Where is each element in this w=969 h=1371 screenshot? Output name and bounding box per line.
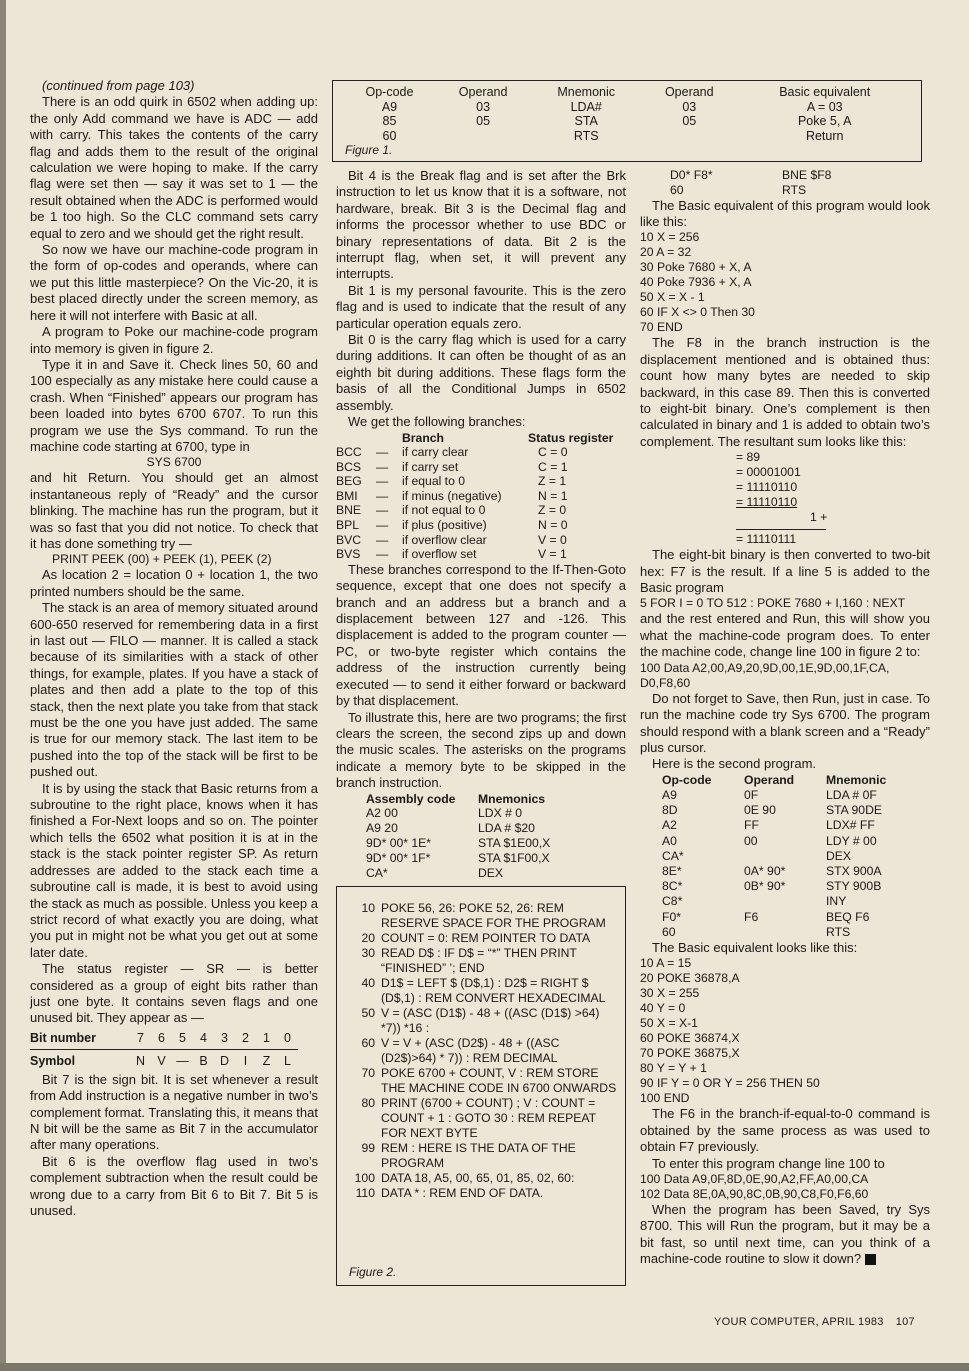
status-header: Status register — [528, 430, 614, 445]
figure-2-caption: Figure 2. — [349, 1265, 397, 1279]
paragraph: A program to Poke our machine-code program into memory is given in figure 2. — [30, 324, 318, 356]
asm-code: CA* — [366, 865, 388, 880]
cell: F6 — [744, 909, 759, 924]
asm-mnemonic: DEX — [478, 865, 504, 880]
paragraph: Bit 7 is the sign bit. It is set whenever a result from Add instruction is a negative number in two’s complement format. Translating this, it means that N bit will be the same as Bit 7 in the accumulator after many operations. — [30, 1071, 318, 1153]
cell: LDX# FF — [826, 818, 875, 833]
branch-header: Branch — [402, 430, 444, 445]
print-command: PRINT PEEK (00) + PEEK (1), PEEK (2) — [52, 552, 272, 567]
line-number: 60 — [361, 1036, 375, 1050]
paragraph: The Basic equivalent of this program would look like this: — [640, 197, 930, 229]
column-2 — [336, 168, 626, 880]
assembly-header: Assembly code — [366, 791, 456, 806]
line-number: 80 — [361, 1096, 375, 1110]
asm-code: A2 00 — [366, 806, 398, 821]
basic-line: 40 Poke 7936 + X, A — [640, 275, 752, 290]
cell: Poke 5, A — [797, 114, 852, 129]
line-text: POKE 56, 26: POKE 52, 26: REM RESERVE SPACE FOR THE PROGRAM — [381, 901, 606, 930]
table-row — [343, 129, 913, 144]
asm-mnemonic: STA $1E00,X — [478, 835, 551, 850]
dash: — — [376, 503, 389, 518]
cell: 8C* — [662, 879, 683, 894]
figure-1 — [332, 80, 922, 162]
asm-mnemonic: RTS — [782, 182, 807, 197]
line-text: D1$ = LEFT $ (D$,1) : D2$ = RIGHT $ (D$,1) : REM CONVERT HEXADECIMAL — [381, 976, 606, 1005]
table-row — [662, 849, 886, 864]
branch-code: BCS — [336, 459, 362, 474]
cell: STA 90DE — [826, 803, 882, 818]
figure-1-table — [343, 85, 913, 143]
branch-desc: if plus (positive) — [402, 518, 487, 533]
basic-line: 30 X = 255 — [640, 986, 700, 1001]
table-row — [343, 114, 913, 129]
column-3 — [640, 168, 930, 1268]
branch-status: V = 1 — [538, 547, 567, 562]
basic-line: 60 POKE 36874,X — [640, 1031, 740, 1046]
bit-cell: 1 — [263, 1030, 270, 1045]
cell: RTS — [826, 924, 851, 939]
dash: — — [376, 488, 389, 503]
asm-mnemonic: LDX # 0 — [478, 806, 523, 821]
branch-desc: if overflow clear — [402, 532, 487, 547]
dash: — — [376, 445, 389, 460]
line-text: REM : HERE IS THE DATA OF THE PROGRAM — [381, 1141, 576, 1170]
header-cell: Op-code — [662, 772, 712, 787]
table-row — [662, 803, 886, 818]
table-row — [670, 168, 831, 183]
line-number: 40 — [361, 976, 375, 990]
header-cell: Mnemonic — [826, 772, 887, 787]
header-cell: Operand — [664, 85, 714, 99]
bit-cell: 4 — [200, 1030, 207, 1045]
cell: LDA# — [570, 99, 602, 114]
cell: A0 — [662, 833, 677, 848]
paragraph: To enter this program change line 100 to — [652, 1155, 885, 1171]
branch-status: Z = 1 — [538, 474, 567, 489]
table-row — [336, 503, 626, 518]
bit-cell: 7 — [137, 1030, 144, 1045]
cell — [744, 849, 826, 864]
sys-command: SYS 6700 — [146, 455, 202, 470]
cell: 0A* 90* — [744, 863, 786, 878]
code-line — [341, 1171, 617, 1186]
symbol-cell: V — [151, 1049, 172, 1072]
branch-code: BVS — [336, 547, 361, 562]
cell: LDY # 00 — [826, 833, 877, 848]
table-row — [336, 518, 626, 533]
table-row — [366, 836, 550, 851]
cell: STX 900A — [826, 863, 882, 878]
magazine-footer: YOUR COMPUTER, APRIL 1983 — [714, 1316, 884, 1328]
header-cell: Mnemonic — [557, 85, 616, 99]
second-program-table — [662, 773, 886, 940]
table-row — [366, 866, 550, 881]
line-text: DATA * : REM END OF DATA. — [381, 1186, 544, 1200]
line-number: 30 — [361, 946, 375, 960]
paragraph: Bit 4 is the Break flag and is set after the Brk instruction to let us know that it is a software, not hardware, break. Bit 3 is the Decimal flag and informs the processor whether to use BDC or binary representations of data. Bit 2 is the interrupt flag, when set, it will prevent any interrupts. — [336, 168, 626, 282]
calc-line: = 11110110 — [736, 480, 798, 495]
branch-code: BNE — [336, 503, 362, 518]
page-edge — [0, 0, 6, 1371]
code-line — [341, 1036, 617, 1066]
code-line — [341, 1006, 617, 1036]
line-text: COUNT = 0: REM POINTER TO DATA — [381, 931, 591, 945]
cell: 8E* — [662, 863, 682, 878]
paragraph: So now we have our machine-code program in the form of op-codes and operands, where can we put this little masterpiece? On the Vic-20, it is best placed directly under the screen memory, as here it will not interfere with Basic at all. — [30, 242, 318, 323]
cell: Return — [805, 128, 844, 143]
basic-line: 5 FOR I = 0 TO 512 : POKE 7680 + I,160 : NEXT — [640, 596, 906, 611]
paragraph: As location 2 = location 0 + location 1, the two printed numbers should be the same. — [30, 567, 318, 599]
table-row — [662, 925, 886, 940]
bit-cell: 5 — [179, 1030, 186, 1045]
cell: LDA # 0F — [826, 787, 877, 802]
table-row — [662, 788, 886, 803]
bit-cell: 0 — [284, 1030, 291, 1045]
table-row — [336, 474, 626, 489]
basic-line: 50 X = X-1 — [640, 1016, 698, 1031]
basic-line: 10 X = 256 — [640, 230, 700, 245]
branch-status: N = 0 — [538, 518, 568, 533]
code-line — [341, 901, 617, 931]
calc-line: = 89 — [736, 450, 761, 465]
cell: 85 — [382, 114, 397, 129]
line-text: POKE 6700 + COUNT, V : REM STORE THE MACHINE CODE IN 6700 ONWARDS — [381, 1066, 617, 1095]
basic-line: 50 X = X - 1 — [640, 290, 705, 305]
basic-line: 60 IF X <> 0 Then 30 — [640, 305, 755, 320]
basic-line: 70 END — [640, 320, 683, 335]
basic-line: 20 A = 32 — [640, 245, 692, 260]
branch-code: BVC — [336, 532, 362, 547]
calc-line: 1 + — [810, 510, 828, 525]
basic-line: 80 Y = Y + 1 — [640, 1061, 707, 1076]
basic-line: 100 END — [640, 1091, 690, 1106]
paragraph: It is by using the stack that Basic returns from a subroutine to the right place, knows when it has finished a For-Next loops and so on. The pointer which tells the 6502 what position it is at in the stack is the stack pointer register SP. As return addresses are added to the stack each time a subroutine call is made, it is best to avoid using the stack as much as possible. Unless you keep a strict record of what exactly you are doing, what you put in might not be what you get out at some later date. — [30, 780, 318, 960]
symbol-cell: D — [214, 1049, 235, 1072]
end-mark-icon — [865, 1254, 876, 1265]
cell — [744, 925, 826, 940]
header-cell: Operand — [458, 85, 508, 99]
symbol-cell: — — [172, 1049, 193, 1072]
line-number: 50 — [361, 1006, 375, 1020]
paragraph: and the rest entered and Run, this will show you what the machine-code program does. To enter the machine code, change line 100 in figure 2 to: — [640, 611, 930, 660]
binary-calculation — [640, 450, 930, 547]
cell: 60 — [382, 128, 397, 143]
cell: F0* — [662, 909, 681, 924]
cell: STY 900B — [826, 879, 882, 894]
symbol-cell: Z — [256, 1049, 277, 1072]
table-row — [366, 821, 550, 836]
line-text: V = (ASC (D1$) - 48 + ((ASC (D1$) >64) *7)) *16 : — [381, 1006, 600, 1035]
cell: 03 — [476, 99, 491, 114]
branch-status: Z = 0 — [538, 503, 567, 518]
paragraph: The F6 in the branch-if-equal-to-0 command is obtained by the same process as was used to obtain F7 previously. — [640, 1106, 930, 1155]
cell: A = 03 — [806, 99, 843, 114]
cell: 03 — [682, 99, 697, 114]
branch-table — [336, 431, 626, 562]
symbol-cell: N — [130, 1049, 151, 1072]
cell: FF — [744, 818, 759, 833]
cell: BEQ F6 — [826, 909, 870, 924]
asm-mnemonic: BNE $F8 — [782, 168, 832, 182]
figure-1-caption: Figure 1. — [345, 143, 393, 157]
branch-code: BCC — [336, 445, 362, 460]
cell: RTS — [573, 128, 599, 143]
line-text: V = V + (ASC (D2$) - 48 + ((ASC (D2$)>64) * 7)) : REM DECIMAL — [381, 1036, 560, 1065]
table-row — [662, 879, 886, 894]
branch-desc: if equal to 0 — [402, 474, 466, 489]
line-number: 20 — [361, 931, 375, 945]
basic-line: 30 Poke 7680 + X, A — [640, 260, 752, 275]
branch-code: BMI — [336, 488, 358, 503]
paragraph: The status register — SR — is better considered as a group of eight bits rather than just one byte. It contains seven flags and one unused bit. They appear as — — [30, 961, 318, 1026]
code-line — [341, 1096, 617, 1141]
branch-code: BEG — [336, 474, 362, 489]
cell: 05 — [476, 114, 491, 129]
bit-cell: 6 — [158, 1030, 165, 1045]
branch-status: C = 0 — [538, 445, 568, 460]
cell: 05 — [682, 114, 697, 129]
table-row — [336, 489, 626, 504]
cell: A9 — [662, 787, 677, 802]
closing-text: When the program has been Saved, try Sys 8700. This will Run the program, but it may be a bit fast, so until next time, can you think of a machine-code routine to slow it down? — [640, 1201, 930, 1267]
cell: STA — [574, 114, 598, 129]
paragraph: Bit 1 is my personal favourite. This is the zero flag and is used to indicate that the result of any particular operation equals zero. — [336, 282, 626, 331]
cell — [436, 129, 530, 144]
mnemonics-header: Mnemonics — [478, 791, 546, 806]
table-row — [366, 851, 550, 866]
page-bottom-edge — [0, 1363, 969, 1371]
table-row — [366, 806, 550, 821]
code-line — [341, 1141, 617, 1171]
paragraph: These branches correspond to the If-Then-Goto sequence, except that one does not specify a branch and an address but a branch and a displacement between 127 and -126. This displacement is added to the program counter — PC, or two-byte register which contains the address of the instruction currently being executed — to send it either forward or backward by that displacement. — [336, 561, 626, 709]
symbol-cell: B — [193, 1049, 214, 1072]
paragraph: We get the following branches: — [348, 414, 526, 430]
dash: — — [376, 532, 389, 547]
line-text: PRINT (6700 + COUNT) ; V : COUNT = COUNT + 1 : GOTO 30 : REM REPEAT FOR NEXT BYTE — [381, 1096, 596, 1140]
header-cell: Op-code — [365, 85, 414, 99]
cell: A2 — [662, 818, 677, 833]
cell: 0F — [744, 787, 759, 802]
cell: C8* — [662, 894, 683, 909]
basic-line: 10 A = 15 — [640, 956, 692, 971]
paragraph: The eight-bit binary is then converted to two-bit hex: F7 is the result. If a line 5 is added to the Basic program — [640, 547, 930, 596]
bit-cell: 2 — [242, 1030, 249, 1045]
symbol-label: Symbol — [30, 1049, 130, 1072]
paragraph: Bit 0 is the carry flag which is used for a carry during additions. It can often be thought of as an eighth bit during additions. These flags form the basis of all the Conditional Jumps in 6502 assembly. — [336, 332, 626, 413]
cell — [642, 129, 736, 144]
cell: 00 — [744, 833, 758, 848]
symbol-cell: L — [277, 1049, 298, 1072]
code-line — [341, 1186, 617, 1201]
line-number: 99 — [361, 1141, 375, 1155]
asm-mnemonic: LDA # $20 — [478, 821, 535, 836]
cell: DEX — [826, 848, 852, 863]
code-line — [341, 976, 617, 1006]
paragraph: The F8 in the branch instruction is the displacement mentioned and is obtained thus: count how many bytes are needed to skip backward, in this case 89. Then this is converted to eight-bit binary. One’s complement is then calculated in binary and 1 is added to obtain two’s complement. The resultant sum looks like this: — [640, 335, 930, 449]
asm-code: 60 — [670, 182, 684, 197]
calc-line: = 00001001 — [736, 465, 801, 480]
dash: — — [376, 518, 389, 533]
line-text: DATA 18, A5, 00, 65, 01, 85, 02, 60: — [381, 1171, 575, 1185]
basic-line: 70 POKE 36875,X — [640, 1046, 740, 1061]
bit-number-label: Bit number — [30, 1030, 96, 1045]
table-row — [662, 818, 886, 833]
asm-code: D0* F8* — [670, 168, 713, 182]
calc-line: = 11110110 — [736, 495, 798, 510]
line-number: 110 — [355, 1186, 375, 1200]
cell: CA* — [662, 848, 684, 863]
program-end-table — [670, 168, 831, 198]
asm-code: A9 20 — [366, 821, 398, 836]
dash: — — [376, 547, 389, 562]
line-number: 100 — [354, 1171, 375, 1185]
asm-mnemonic: STA $1F00,X — [478, 850, 550, 865]
cell: 8D — [662, 803, 678, 818]
table-row — [662, 834, 886, 849]
data-line: 100 Data A2,00,A9,20,9D,00,1E,9D,00,1F,CA, D0,F8,60 — [640, 660, 890, 690]
paragraph: The Basic equivalent looks like this: — [652, 939, 858, 955]
paragraph: The stack is an area of memory situated around 600-650 reserved for remembering data in a first in last out — FILO — manner. It is called a stack because of its similarities with a stack of other things, for example, plates. If you have a stack of plates and then add a plate to the top of this stack, then the next plate you take from that stack must be the one you have just added. The same is true for our memory stack. The last item to be pushed into the top of the stack will be first to be pushed out. — [30, 600, 318, 780]
page-footer — [714, 1316, 915, 1328]
paragraph: There is an odd quirk in 6502 when adding up: the only Add command we have is ADC — add with carry. This takes the contents of the carry flag and adds them to the result of the original calculation we were hoping to make. If the carry flag were set then — say it was set to 1 — the result obtained when the ADC is performed would be 1 too high. So the CLC command sets carry equal to zero and we should get the right result. — [30, 94, 318, 241]
data-line: 100 Data A9,0F,8D,0E,90,A2,FF,A0,00,CA — [640, 1171, 869, 1186]
asm-code: 9D* 00* 1E* — [366, 835, 432, 850]
status-register-table — [30, 1027, 298, 1072]
branch-desc: if carry clear — [402, 445, 469, 460]
data-line: 102 Data 8E,0A,90,8C,0B,90,C8,F0,F6,60 — [640, 1186, 869, 1201]
branch-status: N = 1 — [538, 488, 568, 503]
paragraph: Bit 6 is the overflow flag used in two’s complement subtraction when the result could be wrong due to a carry from Bit 6 to Bit 7. Bit 5 is unused. — [30, 1153, 318, 1218]
table-row — [662, 894, 886, 909]
paragraph: Here is the second program. — [652, 756, 817, 772]
cell — [744, 894, 826, 909]
dash: — — [376, 474, 389, 489]
line-number: 70 — [361, 1066, 375, 1080]
paragraph — [640, 1202, 930, 1268]
code-line — [341, 931, 617, 946]
paragraph: To illustrate this, here are two programs; the first clears the screen, the second zips up and down the music scales. The asterisks on the programs indicate a memory byte to be skipped in the branch instruction. — [336, 709, 626, 791]
assembly-table — [366, 792, 550, 881]
basic-line: 40 Y = 0 — [640, 1001, 686, 1016]
symbol-cell: I — [235, 1049, 256, 1072]
line-text: READ D$ : IF D$ = “*” THEN PRINT “FINISHED” ’; END — [381, 946, 577, 975]
bit-cell: 3 — [221, 1030, 228, 1045]
table-row — [670, 183, 831, 198]
basic-line: 20 POKE 36878,A — [640, 971, 740, 986]
table-row — [336, 547, 626, 562]
cell: A9 — [381, 99, 398, 114]
paragraph: and hit Return. You should get an almost instantaneous reply of “Ready” and the cursor blinking. The machine has run the program, but it was so fast that you did not notice. To check that it has done something try — — [30, 470, 318, 551]
continued-note: (continued from page 103) — [42, 78, 195, 93]
table-row — [336, 445, 626, 460]
calc-line: = 11110111 — [736, 529, 826, 547]
basic-line: 90 IF Y = 0 OR Y = 256 THEN 50 — [640, 1076, 820, 1091]
branch-desc: if minus (negative) — [402, 488, 502, 503]
table-row — [343, 100, 913, 115]
cell: 0B* 90* — [744, 879, 786, 894]
branch-desc: if not equal to 0 — [402, 503, 486, 518]
column-1 — [30, 78, 318, 1219]
code-line — [341, 946, 617, 976]
header-cell: Basic equivalent — [779, 85, 871, 99]
branch-status: C = 1 — [538, 459, 568, 474]
asm-code: 9D* 00* 1F* — [366, 850, 431, 865]
cell: INY — [826, 894, 847, 909]
branch-code: BPL — [336, 518, 360, 533]
branch-status: V = 0 — [538, 532, 567, 547]
page-number: 107 — [895, 1316, 915, 1328]
branch-desc: if overflow set — [402, 547, 477, 562]
header-cell: Operand — [744, 772, 795, 787]
cell: 0E 90 — [744, 803, 776, 818]
cell: 60 — [662, 924, 676, 939]
table-row — [336, 533, 626, 548]
table-row — [662, 910, 886, 925]
table-row — [662, 864, 886, 879]
branch-desc: if carry set — [402, 459, 459, 474]
table-row — [336, 460, 626, 475]
line-number: 10 — [361, 901, 375, 915]
dash: — — [376, 459, 389, 474]
paragraph: Type it in and Save it. Check lines 50, 60 and 100 especially as any mistake here could cause a crash. When “Finished” appears our program has been loaded into bytes 6700 6707. To run this program we use the Sys command. To run the machine code starting at 6700, type in — [30, 356, 318, 454]
paragraph: Do not forget to Save, then Run, just in case. To run the machine code try Sys 6700. The program should respond with a blank screen and a “Ready” plus cursor. — [640, 690, 930, 755]
code-line — [341, 1066, 617, 1096]
figure-2 — [336, 886, 626, 1286]
